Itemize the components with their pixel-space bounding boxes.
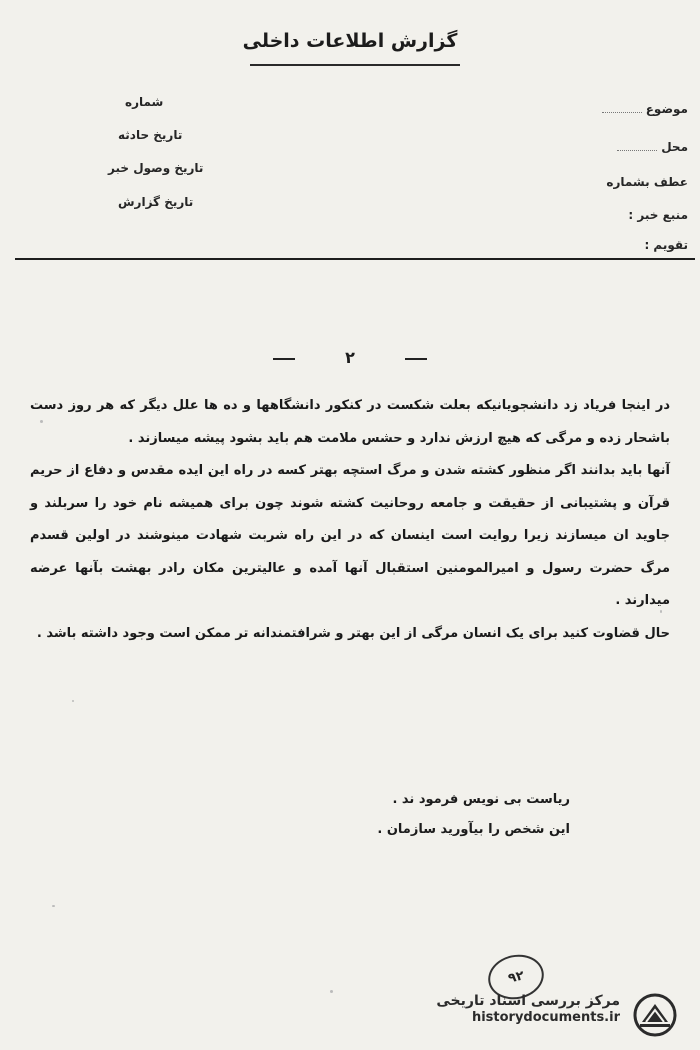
field-subject-dots (602, 112, 642, 113)
field-subject-label: موضوع (645, 102, 688, 116)
stamp-text: ۹۲ (506, 968, 526, 986)
field-report-date-label: تاریخ گزارش (118, 195, 194, 209)
scan-speck (330, 990, 333, 993)
field-number-label: شماره (125, 95, 164, 109)
body-paragraph-2: آنها باید بدانند اگر منظور کشته شدن و مرگ استچه بهتر کسه در راه این ایده مقدس و دفاع از حریم قرآن و پشتیبانی از حقیقت و جامعه روحانیت کشته شوند چون برای همیشه نام خود را سربلند و جاوید ان میسازند زیرا روایت است اینسان که در این راه شربت شهادت مینوشند در اولین قسدم مرگ حضرت رسول و امیرالمومنین استقبال آنها آمده و عالیترین مکان رادر بهشت بآنها عرضه میدارند . (30, 463, 670, 608)
field-subject (602, 102, 688, 116)
document-title: گزارش اطلاعات داخلی (242, 30, 458, 52)
field-evaluation-label: تقویم : (644, 238, 688, 252)
book-logo-icon (628, 992, 682, 1038)
field-reference (606, 175, 688, 189)
field-receipt-date-label: تاریخ وصول خبر (108, 161, 204, 175)
page-number (0, 348, 700, 367)
scan-speck (40, 420, 43, 423)
field-incident-date (118, 128, 182, 142)
field-number (125, 95, 163, 109)
body-paragraph-1: در اینجا فریاد زد دانشجویانیکه بعلت شکست در کنکور دانشگاهها و ده ها علل دیگر که هر روز دست باشحار زده و مرگی که هیچ ارزش ندارد و حشس ملامت هم باید بشود پیشه میسازند . (30, 398, 670, 446)
archive-watermark (420, 992, 620, 1025)
field-location-dots (617, 150, 657, 151)
field-source (628, 208, 688, 222)
page-number-value: ۲ (345, 348, 355, 367)
watermark-url: historydocuments.ir (471, 1010, 620, 1025)
scan-speck (52, 905, 55, 907)
field-receipt-date (108, 161, 203, 175)
field-source-label: منبع خبر : (628, 208, 688, 222)
closing-line-1: ریاست بی نویس فرمود ند . (392, 792, 570, 807)
header-divider (15, 258, 695, 260)
field-location (617, 140, 688, 154)
field-reference-label: عطف بشماره (606, 175, 688, 189)
watermark-title: مرکز بررسی اسناد تاریخی (436, 993, 620, 1009)
body-paragraph-3: حال قضاوت کنید برای یک انسان مرگی از این بهتر و شرافتمندانه تر ممکن است وجود داشته باشد . (36, 625, 670, 641)
field-incident-date-label: تاریخ حادثه (118, 128, 183, 142)
page-number-dash-right (405, 358, 427, 360)
field-location-label: محل (661, 140, 688, 154)
scan-speck (660, 610, 662, 613)
document-closing (150, 785, 570, 845)
page-number-dash-left (273, 358, 295, 360)
document-body (30, 390, 670, 650)
field-evaluation (644, 238, 688, 252)
scan-speck (72, 700, 74, 702)
title-underline (250, 64, 460, 66)
closing-line-2: این شخص را بیآورید سازمان . (377, 822, 570, 837)
field-report-date (118, 195, 193, 209)
